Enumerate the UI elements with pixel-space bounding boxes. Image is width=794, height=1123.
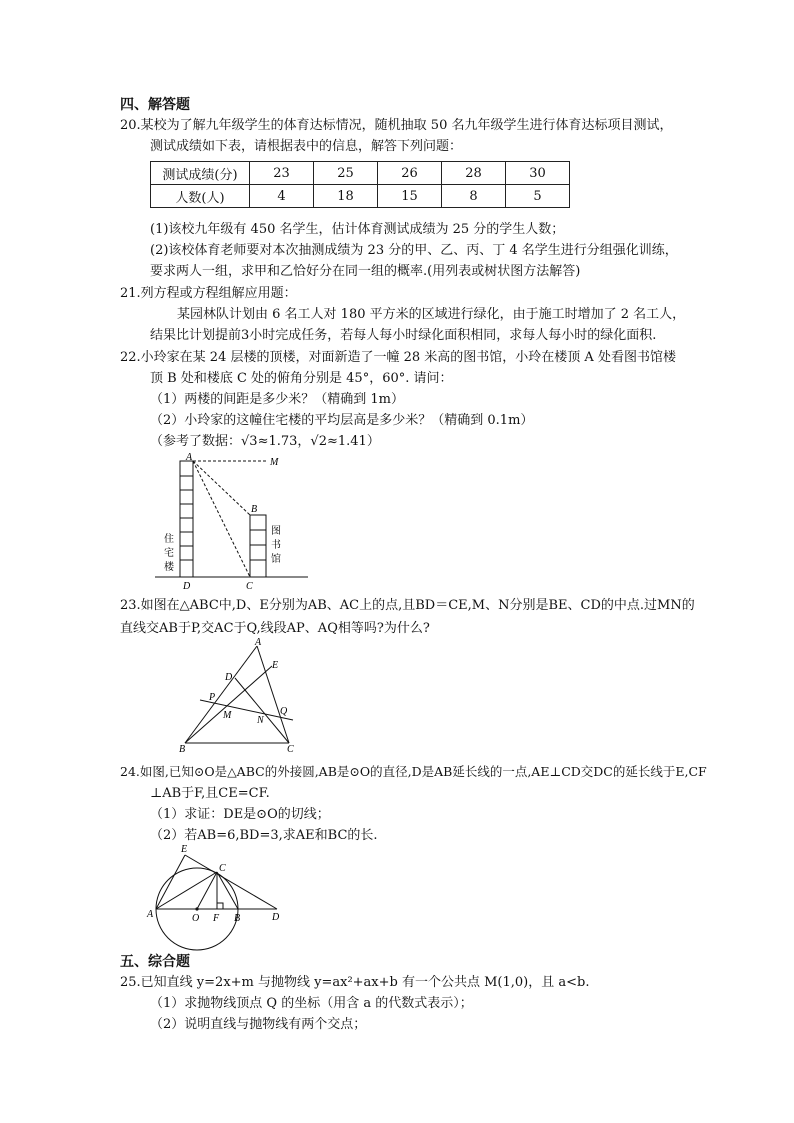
label-C: C — [219, 863, 226, 874]
label-E: E — [272, 660, 279, 671]
q25-sub1: （1）求抛物线顶点 Q 的坐标（用含 a 的代数式表示）； — [150, 996, 473, 1011]
triangle-figure — [175, 637, 305, 755]
label-B: B — [251, 504, 258, 515]
label-D: D — [225, 672, 233, 683]
label-A: A — [186, 452, 193, 463]
label-B: B — [179, 744, 186, 755]
house-char-1: 住 — [164, 534, 174, 545]
label-F: F — [213, 913, 220, 924]
q22-sub2: （2）小玲家的这幢住宅楼的平均层高是多少米？（精确到 0.1m） — [150, 413, 534, 428]
count-row-label: 人数(人) — [151, 185, 250, 208]
q21-line1: 21.列方程或方程组解应用题： — [120, 286, 297, 301]
right-angle-mark — [217, 903, 223, 909]
q20-sub2a: (2)该校体育老师要对本次抽测成绩为 23 分的甲、乙、丙、丁 4 名学生进行分组强化训练， — [150, 243, 678, 258]
label-O: O — [192, 913, 200, 924]
q20-line2: 测试成绩如下表，请根据表中的信息，解答下列问题： — [150, 139, 463, 154]
house-char-2: 宅 — [164, 548, 174, 559]
q22-line2: 顶 B 处和楼底 C 处的俯角分别是 45°，60°. 请问： — [150, 371, 453, 386]
score-cell: 26 — [378, 162, 442, 185]
label-C: C — [287, 744, 294, 755]
label-A: A — [255, 637, 262, 648]
q24-sub1: （1）求证：DE是⊙O的切线； — [150, 807, 330, 822]
label-A: A — [147, 909, 154, 920]
sqrt2: √2 — [310, 434, 327, 449]
label-N: N — [257, 715, 264, 726]
ref-prefix: （参考了数据： — [150, 434, 242, 449]
q20-line1: 20.某校为了解九年级学生的体育达标情况，随机抽取 50 名九年级学生进行体育达标项目测试， — [120, 118, 673, 133]
q22-sub1: （1）两楼的间距是多少米？（精确到 1m） — [150, 392, 405, 407]
label-M: M — [270, 457, 279, 468]
sight-line-AC — [193, 461, 250, 577]
side-AB — [185, 646, 257, 743]
score-table — [150, 161, 570, 208]
q20-sub1: (1)该校九年级有 450 名学生，估计体育测试成绩为 25 分的学生人数； — [150, 222, 565, 237]
q20-sub2b: 要求两人一组，求甲和乙恰好分在同一组的概率.(用列表或树状图方法解答) — [150, 264, 581, 279]
q25-sub2: （2）说明直线与抛物线有两个交点； — [150, 1017, 367, 1032]
label-P: P — [209, 692, 216, 703]
sqrt3: √3 — [241, 434, 258, 449]
circle-figure — [145, 842, 285, 946]
library-char-3: 馆 — [271, 554, 281, 565]
q24-sub2: （2）若AB=6,BD=3,求AE和BC的长. — [150, 828, 378, 843]
score-row — [151, 162, 570, 185]
library-char-2: 书 — [271, 540, 281, 551]
library-building — [250, 515, 266, 577]
label-Q: Q — [280, 706, 288, 717]
label-D: D — [272, 912, 280, 923]
center-dot — [195, 907, 198, 910]
count-cell: 15 — [378, 185, 442, 208]
label-E: E — [181, 844, 188, 855]
label-B: B — [234, 913, 241, 924]
q21-line3: 结果比计划提前3小时完成任务，若每人每小时绿化面积相同，求每人每小时的绿化面积. — [150, 328, 657, 343]
sight-line-AB — [193, 461, 250, 515]
section-4-title: 四、解答题 — [120, 97, 190, 113]
q24-line2: ⊥AB于F,且CE=CF. — [150, 786, 270, 801]
q23-line1: 23.如图在△ABC中,D、E分别为AB、AC上的点,且BD＝CE,M、N分别是BE、CD的中点.过MN的 — [120, 598, 695, 613]
score-cell: 30 — [506, 162, 570, 185]
score-row-label: 测试成绩(分) — [151, 162, 250, 185]
house-char-3: 楼 — [164, 562, 174, 573]
count-row — [151, 185, 570, 208]
score-cell: 23 — [250, 162, 314, 185]
label-M: M — [223, 710, 232, 721]
label-D: D — [183, 581, 191, 592]
count-cell: 4 — [250, 185, 314, 208]
segment-AE — [156, 855, 185, 909]
score-cell: 28 — [442, 162, 506, 185]
score-cell: 25 — [314, 162, 378, 185]
section-5-title: 五、综合题 — [120, 954, 190, 970]
q22-line1: 22.小玲家在某 24 层楼的顶楼，对面新造了一幢 28 米高的图书馆，小玲在楼顶 A 处看图书馆楼 — [120, 350, 676, 365]
q24-line1: 24.如图,已知⊙O是△ABC的外接圆,AB是⊙O的直径,D是AB延长线的一点,AE⊥CD交DC的延长线于E,CF — [120, 764, 707, 779]
q23-line2: 直线交AB于P,交AC于Q,线段AP、AQ相等吗?为什么? — [120, 621, 430, 636]
label-C: C — [246, 581, 253, 592]
q21-line2: 某园林队计划由 6 名工人对 180 平方米的区域进行绿化，由于施工时增加了 2 名工人， — [177, 307, 686, 322]
count-cell: 18 — [314, 185, 378, 208]
ref-value-2: ≈1.41） — [326, 434, 380, 449]
q22-reference — [150, 433, 380, 451]
line-ED — [185, 855, 277, 909]
count-cell: 8 — [442, 185, 506, 208]
library-char-1: 图 — [271, 526, 281, 537]
buildings-figure — [150, 452, 320, 597]
segment-AC — [156, 872, 217, 909]
count-cell: 5 — [506, 185, 570, 208]
q25-line1: 25.已知直线 y=2x+m 与抛物线 y=ax²+ax+b 有一个公共点 M(1,0)，且 a<b. — [120, 975, 590, 990]
ref-value-3: ≈1.73， — [257, 434, 311, 449]
